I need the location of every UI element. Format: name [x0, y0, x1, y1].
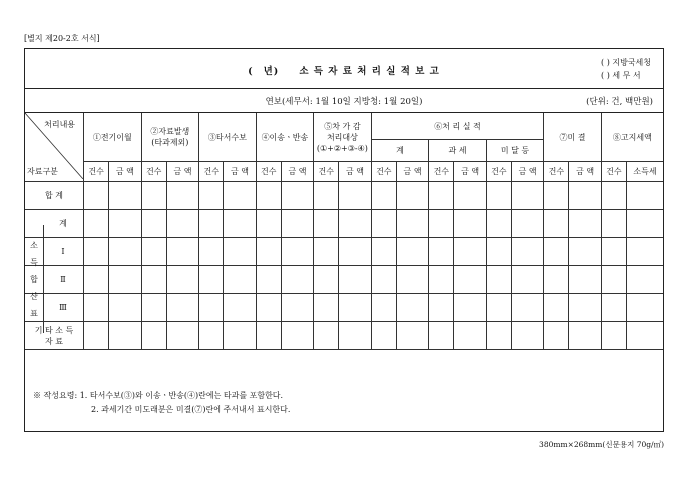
table-cell[interactable] — [486, 210, 511, 238]
row-label-2: Ⅱ — [60, 275, 66, 284]
col-notified-tax: ⑧고지세액 — [601, 113, 663, 162]
amount-header: 금 액 — [454, 162, 486, 182]
table-cell[interactable] — [371, 238, 396, 266]
table-cell[interactable] — [281, 322, 313, 350]
table-cell[interactable] — [486, 294, 511, 322]
amount-header: 금 액 — [281, 162, 313, 182]
table-cell[interactable] — [601, 182, 626, 210]
table-cell[interactable] — [314, 266, 339, 294]
table-cell[interactable] — [396, 322, 428, 350]
table-cell[interactable] — [396, 294, 428, 322]
table-cell[interactable] — [601, 266, 626, 294]
row-label-3: Ⅲ — [59, 303, 67, 312]
table-cell[interactable] — [626, 238, 663, 266]
table-cell[interactable] — [224, 182, 256, 210]
col-results-taxed: 과 세 — [429, 140, 487, 162]
table-cell[interactable] — [569, 182, 601, 210]
table-cell[interactable] — [166, 294, 198, 322]
table-cell[interactable] — [314, 238, 339, 266]
col-results: ⑥처 리 실 적 — [371, 113, 544, 140]
col-transfer: ④이송ㆍ반송 — [256, 113, 314, 162]
table-cell[interactable] — [109, 238, 141, 266]
table-cell[interactable] — [486, 266, 511, 294]
table-cell[interactable] — [429, 294, 454, 322]
report-title — [25, 63, 663, 77]
group-char: 소 — [30, 240, 38, 250]
table-row-total — [25, 182, 663, 210]
table-cell[interactable] — [109, 322, 141, 350]
table-cell[interactable] — [429, 266, 454, 294]
table-cell[interactable] — [454, 266, 486, 294]
table-cell[interactable] — [626, 210, 663, 238]
group-char: 산 — [30, 291, 38, 301]
table-cell[interactable] — [371, 322, 396, 350]
corner-top-label: 처리내용 — [44, 120, 76, 129]
table-cell[interactable] — [281, 238, 313, 266]
table-cell[interactable] — [339, 238, 371, 266]
col-received: ③타서수보 — [199, 113, 257, 162]
table-cell[interactable] — [141, 238, 166, 266]
table-cell[interactable] — [199, 294, 224, 322]
table-cell[interactable] — [141, 322, 166, 350]
col-net-target-l3: (①+②+③-④) — [316, 143, 368, 153]
table-cell[interactable] — [429, 322, 454, 350]
col-net-target — [314, 113, 372, 162]
table-cell[interactable] — [109, 266, 141, 294]
table-cell[interactable] — [544, 238, 569, 266]
report-form — [24, 48, 664, 432]
table-cell[interactable] — [199, 266, 224, 294]
table-cell[interactable] — [339, 266, 371, 294]
table-cell[interactable] — [256, 294, 281, 322]
amount-header: 금 액 — [569, 162, 601, 182]
form-number-label: [별지 제20-2호 서식] — [24, 34, 100, 43]
table-row-2 — [25, 266, 663, 294]
row-label-subtotal: 계 — [59, 219, 67, 228]
table-cell[interactable] — [626, 294, 663, 322]
table-cell[interactable] — [314, 322, 339, 350]
table-cell[interactable] — [371, 182, 396, 210]
col-results-below: 미 달 등 — [486, 140, 544, 162]
table-cell[interactable] — [256, 266, 281, 294]
table-cell[interactable] — [141, 182, 166, 210]
amount-header: 금 액 — [339, 162, 371, 182]
count-header: 건수 — [544, 162, 569, 182]
table-cell[interactable] — [454, 294, 486, 322]
table-cell[interactable] — [199, 322, 224, 350]
table-cell[interactable] — [84, 182, 109, 210]
table-cell[interactable] — [454, 238, 486, 266]
col-net-target-l1: ⑤차 가 감 — [324, 121, 361, 131]
table-cell[interactable] — [569, 294, 601, 322]
instruction-line-1: ※ 작성요령: 1. 타서수보(③)와 이송ㆍ반송(④)란에는 타과를 포함한다. — [33, 391, 284, 400]
table-cell[interactable] — [511, 210, 543, 238]
table-row-subtotal — [25, 210, 663, 238]
table-cell[interactable] — [371, 266, 396, 294]
row-label-1: Ⅰ — [61, 247, 65, 256]
count-header: 건수 — [141, 162, 166, 182]
table-cell[interactable] — [84, 294, 109, 322]
table-cell[interactable] — [544, 294, 569, 322]
count-header: 건수 — [601, 162, 626, 182]
col-carryover: ①전기이월 — [84, 113, 142, 162]
table-cell[interactable] — [454, 182, 486, 210]
table-cell[interactable] — [544, 266, 569, 294]
group-char: 합 — [30, 274, 38, 284]
table-cell[interactable] — [84, 322, 109, 350]
year-field[interactable]: 년) — [263, 66, 280, 77]
table-cell[interactable] — [486, 322, 511, 350]
col-generated-l1: ②자료발생 — [150, 127, 190, 136]
table-cell[interactable] — [601, 210, 626, 238]
group-char: 표 — [30, 308, 38, 318]
table-cell[interactable] — [601, 322, 626, 350]
table-cell[interactable] — [569, 210, 601, 238]
tax-office-field[interactable]: ( ) 세 무 서 — [601, 71, 641, 80]
table-cell[interactable] — [281, 294, 313, 322]
regional-office-field[interactable]: ( ) 지방국세청 — [601, 58, 651, 67]
table-cell[interactable] — [626, 322, 663, 350]
table-cell[interactable] — [109, 182, 141, 210]
table-cell[interactable] — [511, 294, 543, 322]
table-cell[interactable] — [544, 322, 569, 350]
table-cell[interactable] — [626, 182, 663, 210]
table-cell[interactable] — [371, 294, 396, 322]
count-header: 건수 — [256, 162, 281, 182]
table-cell[interactable] — [314, 210, 339, 238]
table-cell[interactable] — [569, 238, 601, 266]
amount-header: 금 액 — [224, 162, 256, 182]
table-cell[interactable] — [569, 322, 601, 350]
table-cell[interactable] — [224, 322, 256, 350]
table-cell[interactable] — [199, 238, 224, 266]
table-cell[interactable] — [544, 182, 569, 210]
col-generated — [141, 113, 199, 162]
count-header: 건수 — [84, 162, 109, 182]
title-text: 소 득 자 료 처 리 실 적 보 고 — [299, 66, 440, 77]
table-cell[interactable] — [109, 294, 141, 322]
table-cell[interactable] — [84, 210, 109, 238]
table-cell[interactable] — [396, 210, 428, 238]
income-tax-header: 소득세 — [626, 162, 663, 182]
table-cell[interactable] — [601, 294, 626, 322]
group-label-income-merge — [25, 225, 44, 333]
instruction-line-2: 2. 과세기간 미도래분은 미결(⑦)란에 주서내서 표시한다. — [91, 405, 291, 414]
table-cell[interactable] — [224, 238, 256, 266]
table-cell[interactable] — [396, 182, 428, 210]
row-label-total: 합 계 — [25, 182, 84, 210]
table-cell[interactable] — [314, 182, 339, 210]
amount-header: 금 액 — [396, 162, 428, 182]
corner-bottom-label: 자료구분 — [27, 167, 58, 176]
table-cell[interactable] — [626, 266, 663, 294]
count-header: 건수 — [486, 162, 511, 182]
table-cell[interactable] — [141, 266, 166, 294]
table-cell[interactable] — [454, 210, 486, 238]
table-cell[interactable] — [371, 210, 396, 238]
table-cell[interactable] — [281, 210, 313, 238]
table-cell[interactable] — [166, 182, 198, 210]
table-cell[interactable] — [166, 266, 198, 294]
table-cell[interactable] — [109, 210, 141, 238]
count-header: 건수 — [371, 162, 396, 182]
amount-header: 금 액 — [511, 162, 543, 182]
col-generated-l2: (타과제외) — [151, 138, 189, 147]
table-cell[interactable] — [84, 266, 109, 294]
table-cell[interactable] — [544, 210, 569, 238]
table-cell[interactable] — [511, 182, 543, 210]
table-cell[interactable] — [199, 210, 224, 238]
group-char: 득 — [30, 257, 38, 267]
table-row-other — [25, 322, 663, 350]
report-table — [25, 113, 663, 350]
paper-spec: 380mm×268mm(신문용지 70g/㎡) — [539, 440, 664, 449]
title-row — [25, 49, 663, 89]
table-cell[interactable] — [281, 266, 313, 294]
report-period: 연보(세무서: 1월 10일 지방청: 1월 20일) — [265, 97, 423, 107]
table-cell[interactable] — [454, 322, 486, 350]
amount-header: 금 액 — [166, 162, 198, 182]
instructions — [33, 389, 290, 417]
table-row-1 — [25, 238, 663, 266]
col-pending: ⑦미 결 — [544, 113, 602, 162]
col-results-total: 계 — [371, 140, 429, 162]
col-net-target-l2: 처리대상 — [326, 132, 358, 142]
table-cell[interactable] — [339, 322, 371, 350]
table-cell[interactable] — [166, 210, 198, 238]
office-block — [601, 56, 651, 82]
table-cell[interactable] — [166, 322, 198, 350]
table-cell[interactable] — [281, 182, 313, 210]
table-cell[interactable] — [486, 182, 511, 210]
table-cell[interactable] — [511, 238, 543, 266]
table-cell[interactable] — [396, 266, 428, 294]
table-cell[interactable] — [339, 210, 371, 238]
table-cell[interactable] — [339, 294, 371, 322]
table-cell[interactable] — [256, 322, 281, 350]
table-cell[interactable] — [339, 182, 371, 210]
table-cell[interactable] — [511, 322, 543, 350]
table-cell[interactable] — [256, 210, 281, 238]
table-row-3 — [25, 294, 663, 322]
amount-header: 금 액 — [109, 162, 141, 182]
corner-header — [25, 113, 84, 182]
table-cell[interactable] — [141, 294, 166, 322]
table-cell[interactable] — [141, 210, 166, 238]
row-label-other-l1: 기 타 소 득 — [34, 325, 74, 335]
table-cell[interactable] — [486, 238, 511, 266]
table-cell[interactable] — [224, 294, 256, 322]
subheader-row — [25, 162, 663, 182]
count-header: 건수 — [429, 162, 454, 182]
table-cell[interactable] — [224, 210, 256, 238]
table-cell[interactable] — [256, 238, 281, 266]
count-header: 건수 — [314, 162, 339, 182]
year-open: ( — [248, 66, 254, 77]
table-cell[interactable] — [511, 266, 543, 294]
table-cell[interactable] — [314, 294, 339, 322]
count-header: 건수 — [199, 162, 224, 182]
table-cell[interactable] — [601, 238, 626, 266]
row-label-other-l2: 자 료 — [45, 336, 64, 346]
table-cell[interactable] — [429, 182, 454, 210]
table-cell[interactable] — [429, 210, 454, 238]
table-cell[interactable] — [569, 266, 601, 294]
table-cell[interactable] — [256, 182, 281, 210]
table-cell[interactable] — [396, 238, 428, 266]
info-row — [25, 89, 663, 113]
table-cell[interactable] — [224, 266, 256, 294]
table-cell[interactable] — [166, 238, 198, 266]
table-cell[interactable] — [199, 182, 224, 210]
table-cell[interactable] — [429, 238, 454, 266]
table-cell[interactable] — [84, 238, 109, 266]
unit-label: (단위: 건, 백만원) — [586, 97, 653, 107]
